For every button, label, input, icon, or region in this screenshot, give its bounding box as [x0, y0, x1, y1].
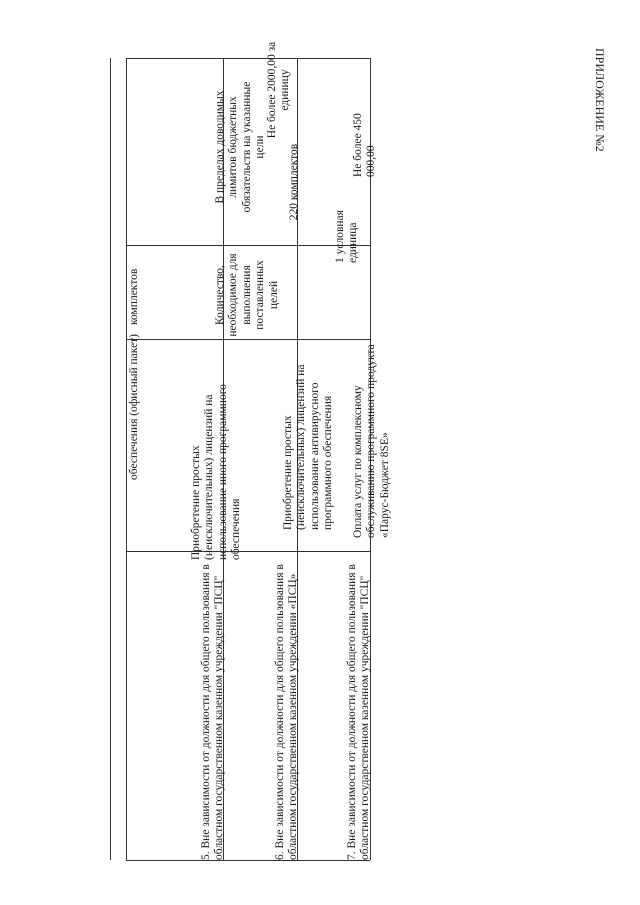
row7-purpose: Оплата услуг по комплексному обслуживанию программного продукта «Парус-Бюджет 8SE»: [352, 344, 391, 538]
row7-price: Не более 450 000,00: [352, 113, 378, 177]
appendix-title: ПРИЛОЖЕНИЕ №2: [593, 48, 607, 152]
row5-quantity: Количество, необходимое для выполнения поставленных целей: [214, 253, 280, 337]
row6-quantity: 220 комплектов: [288, 143, 300, 221]
row6-purpose: Приобретение простых (неисключительных) лицензий на использование антивирусного программного обеспечения: [282, 364, 335, 530]
table-row-divider: [110, 58, 111, 860]
table-border-top: [126, 58, 370, 59]
cell-header-quantity: комплектов: [128, 268, 140, 325]
table-divider: [126, 551, 370, 552]
cell-header-purpose: обеспечения (офисный пакет): [128, 334, 140, 480]
row5-price: В пределах доводимых лимитов бюджетных обязательств на указанные цели: [214, 81, 267, 213]
row5-purpose: Приобретение простых (неисключительных) лицензий на использование иного программного обеспечения: [190, 384, 243, 560]
row5-name: 5. Вне зависимости от должности для общего пользования в областном государственном казенном учреждении "ПСЦ": [200, 564, 226, 860]
row7-name: 7. Вне зависимости от должности для общего пользования в областном государственном казенном учреждении "ПСЦ": [346, 564, 372, 860]
table-border-bottom: [126, 860, 370, 861]
table-border-left: [126, 58, 127, 860]
row6-name: 6. Вне зависимости от должности для общего пользования в областном государственном казенном учреждении «ПСЦ»: [274, 564, 300, 860]
row6-price: Не более 2000,00 за единицу: [266, 41, 292, 139]
row7-quantity: 1 условная единица: [334, 210, 360, 263]
